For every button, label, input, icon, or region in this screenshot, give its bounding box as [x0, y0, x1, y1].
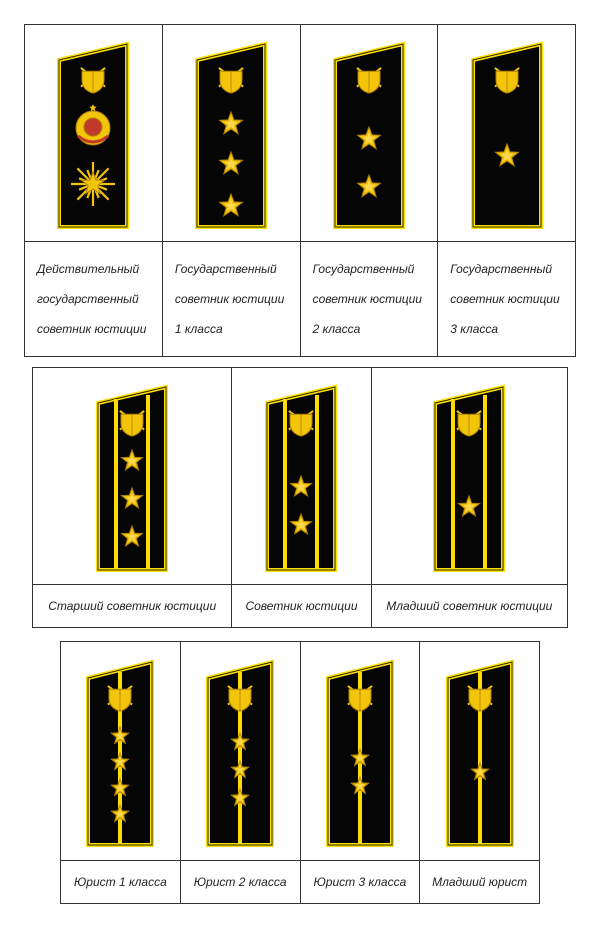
sunburst-star-icon: [71, 162, 115, 206]
board-cell: [300, 642, 420, 861]
caption-line: советник юстиции: [37, 322, 147, 336]
rank-caption: [25, 242, 163, 357]
shoulder-board-state-counsellor-2: [329, 36, 409, 231]
caption-line: Государственный: [450, 262, 553, 276]
ranks-table-middle: [32, 367, 568, 628]
caption-line: 1 класса: [174, 322, 223, 336]
ranks-table-junior: [60, 641, 540, 904]
shoulder-board-state-counsellor-3: [467, 36, 547, 231]
shoulder-board-state-counsellor-1: [191, 36, 271, 231]
shoulder-board-lawyer-3: [322, 654, 398, 849]
rank-caption: Старший советник юстиции: [33, 585, 232, 628]
shoulder-board-senior-counsellor: [92, 379, 172, 574]
caption-line: 3 класса: [450, 322, 499, 336]
shoulder-board-active-state-counsellor: [53, 36, 133, 231]
rank-caption: Юрист 1 класса: [61, 861, 181, 904]
stripe: [451, 399, 455, 568]
board-cell: [162, 25, 300, 242]
board-cell: [438, 25, 576, 242]
caption-line: Действительный: [37, 262, 140, 276]
board-cell: [420, 642, 540, 861]
rank-caption: Младший юрист: [420, 861, 540, 904]
rank-caption: [300, 242, 438, 357]
board-cell: [33, 368, 232, 585]
ranks-table-senior: [24, 24, 576, 357]
shoulder-board-lawyer-2: [202, 654, 278, 849]
board-cell: [61, 642, 181, 861]
board-cell: [300, 25, 438, 242]
rank-caption: Юрист 3 класса: [300, 861, 420, 904]
caption-line: государственный: [37, 292, 139, 306]
stripe: [114, 399, 118, 568]
caption-line: советник юстиции: [312, 292, 422, 306]
shoulder-board-counsellor: [261, 379, 341, 574]
board-cell: [180, 642, 300, 861]
stripe: [146, 395, 150, 568]
stripe: [483, 395, 487, 568]
rank-caption: Советник юстиции: [232, 585, 371, 628]
caption-line: советник юстиции: [174, 292, 285, 306]
rank-caption: [162, 242, 300, 357]
board-cell: [25, 25, 163, 242]
rank-caption: [438, 242, 576, 357]
stripe: [283, 399, 287, 568]
caption-line: 2 класса: [312, 322, 361, 336]
board-cell: [232, 368, 371, 585]
board-cell: [371, 368, 567, 585]
shoulder-board-junior-counsellor: [429, 379, 509, 574]
caption-line: Государственный: [312, 262, 415, 276]
stripe: [315, 395, 319, 568]
shoulder-board-junior-lawyer: [442, 654, 518, 849]
rank-caption: Юрист 2 класса: [180, 861, 300, 904]
shoulder-board-lawyer-1: [82, 654, 158, 849]
caption-line: Государственный: [174, 262, 277, 276]
caption-line: советник юстиции: [450, 292, 560, 306]
rank-caption: Младший советник юстиции: [371, 585, 567, 628]
